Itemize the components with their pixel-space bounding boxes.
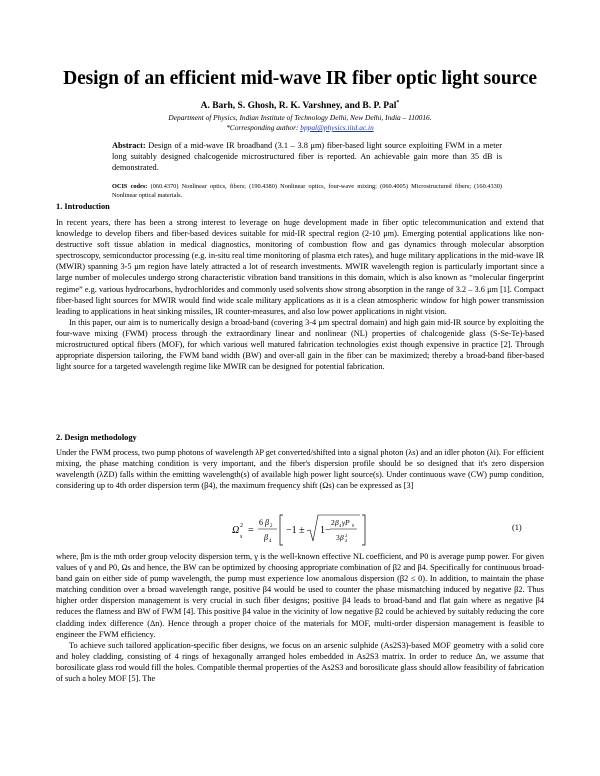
svg-text:−1 ±: −1 ± bbox=[286, 525, 305, 536]
equation-number: (1) bbox=[512, 523, 522, 532]
introduction-paragraph-2: In this paper, our aim is to numerically design a broad-band (covering 3-4 μm spectral domain) and high gain mid-IR source by exploiting the four-wave mixing (FWM) process through the extraordinary linear and nonlinear (NL) properties of chalcogenide glass (S-Se-Te)-based microstructured optical fibers (MOF), for which various well matured fabrication technologies exist though expensive in practice [2]. Through appropriate dispersion tailoring, the FWM band width (BW) and over-all gain in the fiber can be maximized; thereby a broad-band fiber-based light source for a targeted wavelength regime like MWIR can be designed for potential fabrication. bbox=[56, 317, 544, 372]
svg-text:β: β bbox=[265, 518, 269, 527]
corresponding-label: *Corresponding author: bbox=[226, 123, 301, 132]
paper-title: Design of an efficient mid-wave IR fiber optic light source bbox=[63, 68, 537, 89]
svg-text:s: s bbox=[240, 534, 243, 540]
design-methodology-intro bbox=[56, 447, 544, 491]
svg-text:β: β bbox=[335, 518, 339, 527]
ocis-codes bbox=[112, 183, 502, 200]
svg-text:2: 2 bbox=[270, 524, 273, 529]
section-heading-design-methodology: 2. Design methodology bbox=[56, 433, 137, 442]
svg-text:4: 4 bbox=[339, 523, 342, 528]
svg-text:β: β bbox=[264, 533, 268, 542]
affiliation: Department of Physics, Indian Institute of Technology Delhi, New Delhi, India – 110016. bbox=[168, 113, 432, 122]
design-methodology-body bbox=[56, 551, 544, 684]
corresponding-mark: * bbox=[396, 100, 400, 106]
design-paragraph-3: To achieve such tailored application-specific fiber designs, we focus on an arsenic sulphide (As2S3)-based MOF geometry with a solid core and holey cladding, consisting of 4 rings of hexagonally arranged holes embedded in As2S3 matrix. In order to reduce Δn, we assume that borosilicate glass rod would fill the holes. Compatible thermal properties of the As2S3 and borosilicate glass should allow feasibility of fabrication of such a holey MOF [5]. The bbox=[56, 640, 544, 684]
svg-text:Ω: Ω bbox=[232, 525, 240, 536]
equation-1 bbox=[0, 509, 600, 549]
ocis-label: OCIS codes: bbox=[112, 183, 148, 190]
svg-text:γP: γP bbox=[342, 518, 350, 527]
author-list bbox=[0, 100, 600, 111]
svg-text:2: 2 bbox=[240, 523, 243, 529]
author-names: A. Barh, S. Ghosh, R. K. Varshney, and B. P. Pal bbox=[200, 101, 397, 112]
svg-text:3: 3 bbox=[336, 533, 340, 542]
design-paragraph-2: where, βm is the mth order group velocity dispersion term, γ is the well-known effective NL coefficient, and P0 is average pump power. For given values of γ and P0, Ωs and hence, the BW can be optimized by choosing appropriate combination of β2 and β4. Specifically for continuous broad-band gain on either side of pump wavelength, the pump must experience low anomalous dispersion (β2 ≤ 0). In addition, to maintain the phase matching condition over a broad wavelength range, positive β4 would be used to counter the phase mismatching induced by negative β2. Thus higher order dispersion management is very crucial in such fiber designs; positive β4 leads to broad-band and flat gain where as negative β4 reduces the flatness and BW of FWM [4]. This positive β4 value in the vicinity of low negative β2 could be achieved by suitably reducing the core cladding index difference (Δn). Hence through a proper choice of the materials for MOF, multi-order dispersion management is feasible to engineer the FWM efficiency. bbox=[56, 552, 544, 639]
design-paragraph-1: Under the FWM process, two pump photons of wavelength λP get converted/shifted into a signal photon (λs) and an idler photon (λi). For efficient mixing, the phase matching condition is very important, and the fiber's dispersion profile should be so designed that it's zero dispersion wavelength (λZD) falls within the emitting wavelength(s) of available high power light source(s). Under continuous wave (CW) pump condition, considering up to 4th order dispersion term (β4), the maximum frequency shift (Ωs) can be expressed as [3] bbox=[56, 448, 544, 491]
svg-text:2: 2 bbox=[331, 518, 335, 527]
ocis-text: (060.4370) Nonlinear optics, fibers; (190.4380) Nonlinear optics, four-wave mixing; (060.4005) Microstructured fibers; (160.4330) Nonlinear optical materials. bbox=[112, 183, 502, 199]
svg-text:β: β bbox=[340, 533, 344, 542]
corresponding-author bbox=[0, 123, 600, 132]
abstract-text: Design of a mid-wave IR broadband (3.1 – 3.8 μm) fiber-based light source exploiting FWM in a meter long suitably designed chalcogenide microstructured fiber is reported. An achievable gain more than 35 dB is demonstrated. bbox=[112, 141, 502, 173]
svg-text:2: 2 bbox=[345, 538, 348, 543]
corresponding-email-link[interactable]: bppal@physics.iitd.ac.in bbox=[300, 123, 374, 132]
svg-text:2: 2 bbox=[345, 533, 348, 538]
svg-text:4: 4 bbox=[269, 539, 272, 544]
introduction-body bbox=[56, 217, 544, 372]
svg-text:=: = bbox=[248, 525, 254, 536]
section-heading-introduction: 1. Introduction bbox=[56, 202, 110, 211]
svg-text:0: 0 bbox=[352, 523, 355, 528]
introduction-paragraph-1: In recent years, there has been a strong interest to leverage on huge development made in fiber optic telecommunication and extend that knowledge to develop fibers and fiber-based devices suitable for mid-IR spectral region (2-10 μm). Emerging potential applications like non-destructive soft tissue ablation in medical diagnostics, monitoring of combustion flow and gas dynamics through molecular absorption spectroscopy, semiconductor processing (e.g. in-situ real time monitoring of plasma etch rates), and huge military applications in the mid-wave IR (MWIR) spanning 3-5 μm region have lately attracted a lot of research investments. MWIR wavelength region is particularly important since a large number of molecules undergo strong characteristic vibration band transitions in this domain, which is also known as “molecular fingerprint regime” e.g. various hydrocarbons, hydrochlorides and commonly used solvents show strong absorption in the range of 3.2 – 3.6 μm [1]. Compact fiber-based light sources for MWIR would find wide scale military applications as it is a clean atmospheric window for high power transmission leading to applications in heat sinking missiles, IR counter-measures, and also low power applications in night vision. bbox=[56, 218, 544, 316]
svg-text:6: 6 bbox=[259, 518, 263, 527]
svg-text:1−: 1− bbox=[320, 525, 331, 536]
abstract bbox=[112, 140, 502, 174]
abstract-label: Abstract: bbox=[112, 141, 146, 150]
